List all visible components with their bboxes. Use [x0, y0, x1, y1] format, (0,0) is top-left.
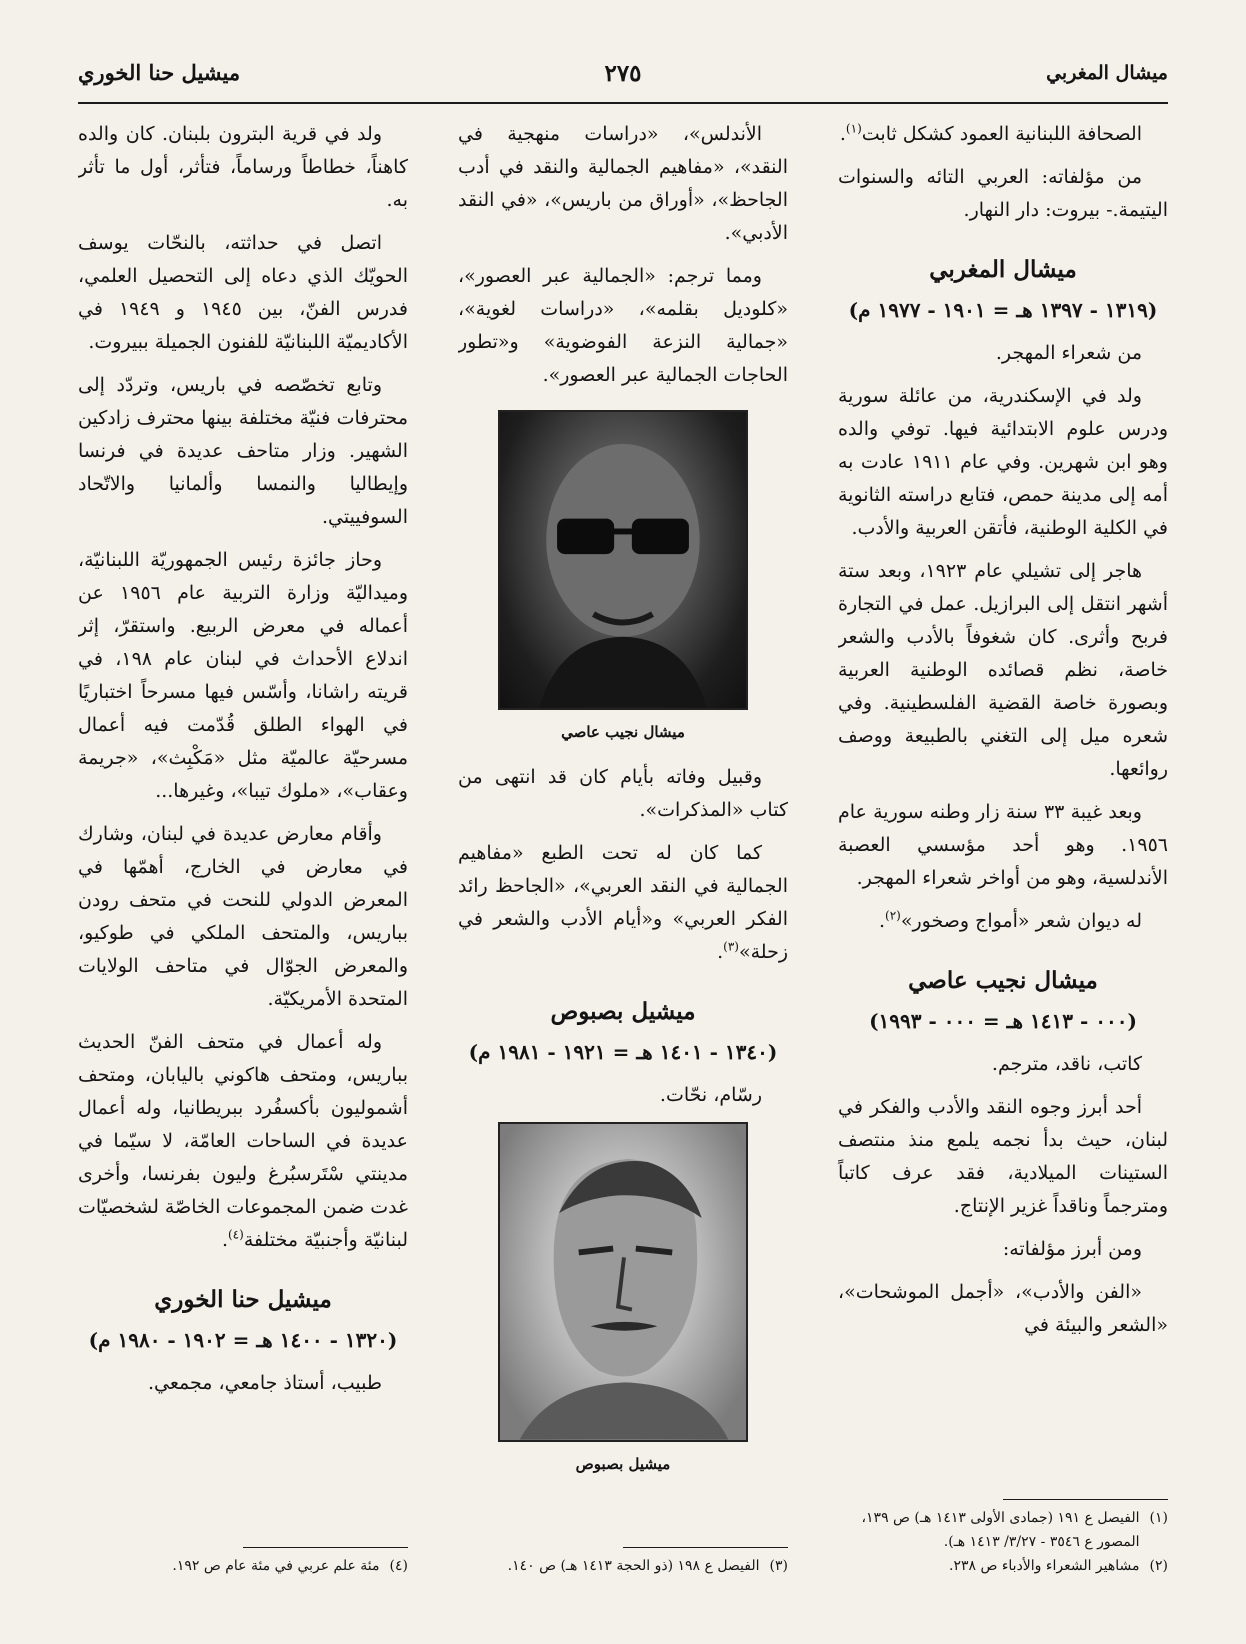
paragraph: من مؤلفاته: العربي التائه والسنوات اليتيمة.- بيروت: دار النهار. — [838, 166, 1168, 221]
footnote-text: مئة علم عربي في مئة عام ص ١٩٢. — [172, 1558, 380, 1574]
footnote-rule — [1003, 1499, 1168, 1500]
footnote-number: (١) — [1149, 1510, 1168, 1526]
entry-title: ميشيل بصبوص — [550, 998, 696, 1025]
column-left — [78, 118, 408, 1538]
paragraph: أحد أبرز وجوه النقد والأدب والفكر في لبنان، حيث بدأ نجمه يلمع منذ منتصف الستينات الميلادية، فقد عرف كاتباً ومترجماً وناقداً غزير الإنتاج. — [838, 1096, 1168, 1217]
header-entry-name-right: ميشال المغربي — [1046, 62, 1168, 84]
portrait-photo — [498, 410, 748, 710]
header-entry-name-left: ميشيل حنا الخوري — [78, 60, 241, 85]
footnotes-left — [78, 1547, 408, 1578]
footnote — [458, 1554, 788, 1578]
paragraph: كما كان له تحت الطبع «مفاهيم الجمالية في النقد العربي»، «الجاحظ رائد الفكر العربي» و«أيام الأدب والشعر في زحلة»$^{(٣)}$. — [458, 842, 788, 963]
footnote-ref: (٤) — [227, 1227, 244, 1242]
paragraph: ولد في قرية البترون بلبنان. كان والده كاهناً، خطاطاً ورساماً، فتأثر، أول ما تأثر به. — [78, 123, 408, 211]
paragraph: كاتب، ناقد، مترجم. — [991, 1053, 1142, 1075]
paragraph: الأندلس»، «دراسات منهجية في النقد»، «مفاهيم الجمالية والنقد في أدب الجاحظ»، «أوراق من باريس»، «في النقد الأدبي». — [458, 123, 788, 244]
footnote-text: الفيصل ع ١٩١ (جمادى الأولى ١٤١٣ هـ) ص ١٣٩، المصور ع ٣٥٤٦ - ٣/٢٧/ ١٤١٣ هـ). — [861, 1510, 1140, 1550]
paragraph: ومما ترجم: «الجمالية عبر العصور»، «كلوديل بقلمه»، «دراسات لغوية»، «جمالية النزعة الفوضوية» و«تطور الحاجات الجمالية عبر العصور». — [458, 265, 788, 386]
paragraph: من شعراء المهجر. — [995, 342, 1142, 364]
entry-title: ميشال نجيب عاصي — [908, 967, 1098, 994]
paragraph: وبعد غيبة ٣٣ سنة زار وطنه سورية عام ١٩٥٦. وهو أحد مؤسسي العصبة الأندلسية، وهو من أواخر شعراء المهجر. — [838, 801, 1168, 889]
photo-caption: ميشال نجيب عاصي — [561, 723, 685, 741]
paragraph: وتابع تخصّصه في باريس، وتردّد إلى محترفات فنيّة مختلفة بينها محترف زادكين الشهير. وزار متاحف عديدة في فرنسا وإيطاليا والنمسا وألمانيا والاتّحاد السوفييتي. — [78, 374, 408, 528]
entry-dates: (١٣١٩ - ١٣٩٧ هـ = ١٩٠١ - ١٩٧٧ م) — [848, 298, 1158, 322]
paragraph: رسّام، نحّات. — [659, 1084, 762, 1106]
page-number: ٢٧٥ — [604, 60, 642, 87]
entry-dates: (١٣٤٠ - ١٤٠١ هـ = ١٩٢١ - ١٩٨١ م) — [468, 1040, 778, 1064]
portrait-sketch-icon — [500, 1124, 746, 1440]
footnote-ref: (١) — [845, 121, 862, 136]
footnote-rule — [623, 1547, 788, 1548]
paragraph: وله أعمال في متحف الفنّ الحديث بباريس، ومتحف هاكوني باليابان، ومتحف أشموليون بأكسفُرد ببريطانيا، وله أعمال عديدة في الساحات العامّة، لا سيّما في مدينتي سْتَرسبُرغ وليون بفرنسا، وأخرى غدت ضمن المجموعات الخاصّة لشخصيّات لبنانيّة وأجنبيّة مختلفة$^{(٤)}$. — [78, 1031, 408, 1251]
entry-title: ميشيل حنا الخوري — [154, 1286, 332, 1313]
column-right — [838, 118, 1168, 1538]
footnotes-right — [838, 1499, 1168, 1578]
entry-dates: (٠٠٠ - ١٤١٣ هـ = ٠٠٠ - ١٩٩٣) — [869, 1009, 1137, 1033]
footnotes-middle — [458, 1547, 788, 1578]
footnote-number: (٤) — [389, 1558, 408, 1574]
paragraph: له ديوان شعر «أمواج وصخور»$^{(٢)}$. — [878, 908, 1142, 932]
paragraph: وحاز جائزة رئيس الجمهوريّة اللبنانيّة، وميداليّة وزارة التربية عام ١٩٥٦ عن أعماله في معرض الربيع. واستقرّ، إثر اندلاع الأحداث في لبنان عام ١٩٨، في قريته راشانا، وأسّس فيها مسرحاً اختباريًا في الهواء الطلق قُدّمت فيه أعمال مسرحيّة عالميّة مثل «مَكْبِث»، «جريمة وعقاب»، «ملوك تيبا»، وغيرها... — [78, 549, 408, 802]
footnote-rule — [243, 1547, 408, 1548]
portrait-silhouette-icon — [500, 412, 746, 708]
paragraph: هاجر إلى تشيلي عام ١٩٢٣، وبعد ستة أشهر انتقل إلى البرازيل. عمل في التجارة فربح وأثرى. كان شغوفاً بالأدب والشعر خاصة، نظم قصائده الوطنية العربية وبصورة خاصة القضية الفلسطينية. وفي شعره ميل إلى التغني بالطبيعة ووصف روائعها. — [838, 560, 1168, 780]
entry-dates: (١٣٢٠ - ١٤٠٠ هـ = ١٩٠٢ - ١٩٨٠ م) — [88, 1328, 398, 1352]
footnote-text: مشاهير الشعراء والأدباء ص ٢٣٨. — [948, 1558, 1140, 1574]
paragraph: وأقام معارض عديدة في لبنان، وشارك في معارض في الخارج، أهمّها في المعرض الدولي للنحت في متحف رودن بباريس، والمتحف الملكي في طوكيو، والمعرض الجوّال في متاحف الولايات المتحدة الأمريكيّة. — [78, 823, 408, 1010]
paragraph: طبيب، أستاذ جامعي، مجمعي. — [148, 1372, 382, 1394]
paragraph: الصحافة اللبنانية العمود كشكل ثابت$^{(١)}$. — [839, 121, 1142, 145]
footnote — [78, 1554, 408, 1578]
entry-title: ميشال المغربي — [929, 256, 1077, 283]
column-middle — [458, 118, 788, 1538]
paragraph: ولد في الإسكندرية، من عائلة سورية ودرس علوم الابتدائية فيها. توفي والده وهو ابن شهرين. وفي عام ١٩١١ عادت به أمه إلى مدينة حمص، فتابع دراسته الثانوية في الكلية الوطنية، فأتقن العربية والأدب. — [838, 385, 1168, 539]
footnote-ref: (٣) — [723, 939, 739, 954]
footnote-text: الفيصل ع ١٩٨ (ذو الحجة ١٤١٣ هـ) ص ١٤٠. — [507, 1558, 760, 1574]
photo-caption: ميشيل بصبوص — [575, 1455, 671, 1473]
paragraph: ومن أبرز مؤلفاته: — [1002, 1238, 1142, 1260]
portrait-photo — [498, 1122, 748, 1442]
footnote — [838, 1506, 1168, 1554]
paragraph: وقبيل وفاته بأيام كان قد انتهى من كتاب «المذكرات». — [458, 766, 788, 821]
footnote-ref: (٢) — [885, 908, 901, 923]
footnote-number: (٢) — [1149, 1558, 1168, 1574]
footnote — [838, 1554, 1168, 1578]
footnote-number: (٣) — [769, 1558, 788, 1574]
running-header — [78, 50, 1168, 104]
paragraph: «الفن والأدب»، «أجمل الموشحات»، «الشعر والبيئة في — [838, 1281, 1168, 1336]
paragraph: اتصل في حداثته، بالنحّات يوسف الحويّك الذي دعاه إلى التحصيل العلمي، فدرس الفنّ، بين ١٩٤٥ و ١٩٤٩ في الأكاديميّة اللبنانيّة للفنون الجميلة ببيروت. — [78, 232, 408, 353]
